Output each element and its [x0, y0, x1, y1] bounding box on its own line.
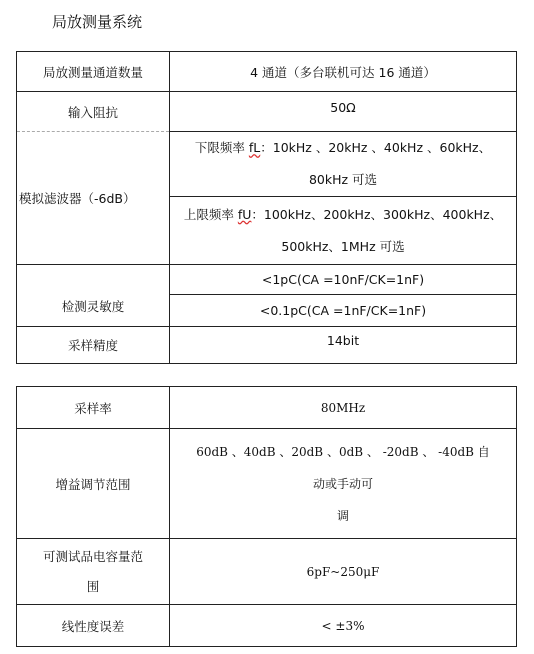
capacitance-label-line2: 围	[86, 578, 100, 594]
filter-high-cell	[170, 197, 517, 265]
linearity-label: 线性度误差	[17, 605, 170, 647]
table-row	[17, 605, 517, 647]
gain-line1: 60dB 、40dB 、20dB 、0dB 、 -20dB 、 -40dB 自	[196, 444, 490, 459]
sample-rate-label: 采样率	[17, 387, 170, 429]
capacitance-label-line1: 可测试品电容量范	[42, 548, 143, 564]
table-row	[17, 265, 517, 295]
table-row	[17, 539, 517, 605]
filter-high-line1	[170, 199, 516, 231]
table-row	[17, 429, 517, 539]
table-row	[17, 327, 517, 364]
row-value: 50Ω	[170, 92, 517, 132]
filter-low-cell	[170, 132, 517, 197]
filter-high-symbol: fU	[237, 206, 252, 222]
precision-value: 14bit	[170, 327, 517, 364]
table-row	[17, 52, 517, 92]
spec-table-1	[16, 51, 517, 364]
capacitance-value: 6pF~250μF	[170, 539, 517, 605]
gain-line2: 动或手动可	[312, 476, 373, 491]
filter-high-line2: 500kHz、1MHz 可选	[281, 238, 405, 254]
row-label: 输入阻抗	[17, 92, 170, 132]
filter-low-values: ：10kHz 、20kHz 、40kHz 、60kHz、	[260, 140, 492, 155]
filter-low-symbol: fL	[248, 140, 261, 155]
gain-line3: 调	[336, 508, 349, 523]
filter-low-line2: 80kHz 可选	[308, 172, 378, 187]
sample-rate-value: 80MHz	[170, 387, 517, 429]
sensitivity-value-1: <1pC(CA =10nF/CK=1nF)	[170, 265, 517, 295]
table-row	[17, 132, 517, 197]
filter-high-values: ：100kHz、200kHz、300kHz、400kHz、	[251, 206, 503, 222]
filter-label: 模拟滤波器（-6dB）	[17, 132, 170, 265]
precision-label: 采样精度	[17, 327, 170, 364]
gain-label: 增益调节范围	[17, 429, 170, 539]
capacitance-label	[17, 539, 170, 605]
sensitivity-label: 检测灵敏度	[17, 265, 170, 327]
filter-low-line1	[170, 132, 516, 164]
filter-low-prefix: 下限频率	[194, 140, 249, 155]
row-label: 局放测量通道数量	[17, 52, 170, 92]
sensitivity-value-2: <0.1pC(CA =1nF/CK=1nF)	[170, 295, 517, 327]
section-title: 局放测量系统	[52, 13, 143, 31]
spec-table-2	[16, 386, 517, 647]
gain-value	[170, 429, 517, 539]
linearity-value: < ±3%	[170, 605, 517, 647]
table-row	[17, 92, 517, 132]
filter-high-prefix: 上限频率	[183, 206, 238, 222]
table-row	[17, 387, 517, 429]
row-value: 4 通道（多台联机可达 16 通道）	[170, 52, 517, 92]
